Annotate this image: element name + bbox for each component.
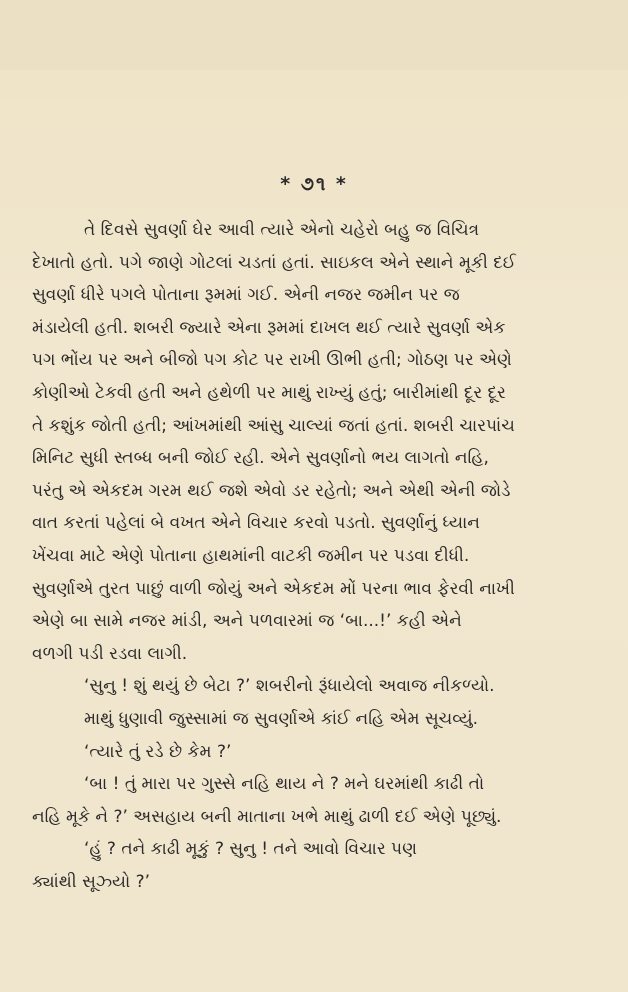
text-line: પરંતુ એ એકદમ ગરમ થઈ જશે એવો ડર રહેતો; અને એથી એની જોડે	[32, 480, 511, 501]
paragraph-5	[32, 768, 604, 833]
text-line: તે કશુંક જોતી હતી; આંખમાંથી આંસુ ચાલ્યાં જતાં હતાં. શબરી ચારપાંચ	[32, 415, 515, 436]
page-header-area	[0, 0, 628, 70]
text-line: માથું ધુણાવી જુસ્સામાં જ સુવર્ણાએ કાંઈ નહિ એમ સૂચવ્યું.	[84, 708, 479, 729]
text-line: સુવર્ણાએ તુરત પાછું વાળી જોયું અને એકદમ મોં પરના ભાવ ફેરવી નાખી	[32, 578, 515, 599]
paragraph-3	[32, 703, 604, 736]
text-line: તે દિવસે સુવર્ણા ઘેર આવી ત્યારે એનો ચહેરો બહુ જ વિચિત્ર	[84, 220, 480, 240]
paragraph-2	[32, 670, 604, 703]
text-line: ક્યાંથી સૂઝ્યો ?’	[32, 871, 151, 892]
paragraph-6	[32, 833, 604, 898]
paragraph-1	[32, 214, 604, 670]
text-line: કોણીઓ ટેકવી હતી અને હથેળી પર માથું રાખ્યું હતું; બારીમાંથી દૂર દૂર	[32, 382, 506, 403]
text-line: ‘બા ! તું મારા પર ગુસ્સે નહિ થાય ને ? મને ઘરમાંથી કાઢી તો	[84, 774, 485, 795]
text-line: મિનિટ સુધી સ્તબ્ધ બની જોઈ રહી. એને સુવર્ણાનો ભય લાગતો નહિ,	[32, 448, 489, 469]
text-line: મંડાયેલી હતી. શબરી જ્યારે એના રૂમમાં દાખલ થઈ ત્યારે સુવર્ણા એક	[32, 317, 506, 338]
paragraph-4	[32, 736, 604, 769]
text-line: એણે બા સામે નજર માંડી, અને પળવારમાં જ ‘બા...!’ કહી એને	[32, 611, 462, 632]
text-line: ‘હું ? તને કાઢી મૂકું ? સુનુ ! તને આવો વિચાર પણ	[84, 839, 417, 860]
text-line: ‘સુનુ ! શું થયું છે બેટા ?’ શબરીનો રૂંધાયેલો અવાજ નીકળ્યો.	[84, 676, 495, 697]
chapter-body	[32, 214, 604, 898]
text-line: નહિ મૂકે ને ?’ અસહાય બની માતાના ખભે માથું ઢાળી દઈ એણે પૂછ્યું.	[32, 806, 502, 827]
chapter-heading: * ૭૧ *	[280, 173, 348, 195]
text-line: વાત કરતાં પહેલાં બે વખત એને વિચાર કરવો પડતો. સુવર્ણાનું ધ્યાન	[32, 513, 480, 534]
text-line: પગ ભોંય પર અને બીજો પગ કોટ પર રાખી ઊભી હતી; ગોઠણ પર એણે	[32, 350, 512, 371]
text-line: દેખાતો હતો. પગે જાણે ગોટલાં ચડતાં હતાં. સાઇકલ એને સ્થાને મૂકી દઈ	[32, 252, 516, 273]
text-line: સુવર્ણા ધીરે પગલે પોતાના રૂમમાં ગઈ. એની નજર જમીન પર જ	[32, 285, 460, 306]
text-line: ખેંચવા માટે એણે પોતાના હાથમાંની વાટકી જમીન પર પડવા દીધી.	[32, 545, 470, 566]
text-line: વળગી પડી રડવા લાગી.	[32, 643, 188, 664]
text-line: ‘ત્યારે તું રડે છે કેમ ?’	[84, 741, 232, 762]
